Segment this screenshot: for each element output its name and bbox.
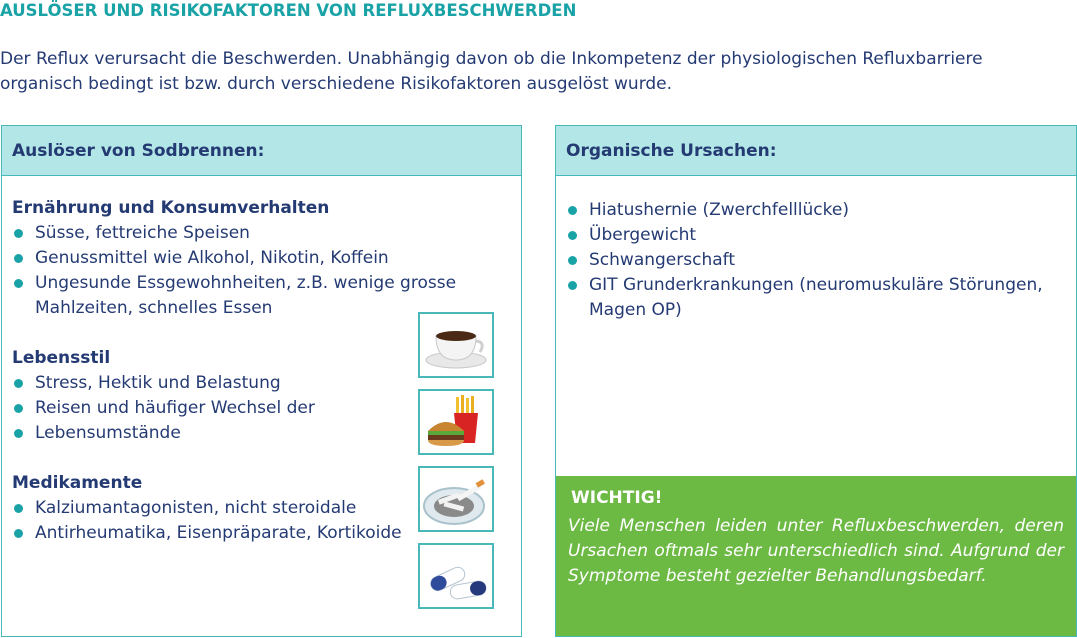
list-item: Süsse, fettreiche Speisen — [12, 221, 457, 246]
list-item: Genussmittel wie Alkohol, Nikotin, Koffein — [12, 246, 457, 271]
section-title-lifestyle: Lebensstil — [12, 348, 111, 368]
section-title-nutrition: Ernährung und Konsumverhalten — [12, 198, 330, 218]
important-note — [556, 476, 1076, 636]
page-heading: AUSLÖSER UND RISIKOFAKTOREN VON REFLUXBESCHWERDEN — [0, 1, 577, 20]
nutrition-list — [12, 221, 457, 321]
important-title: WICHTIG! — [571, 488, 663, 508]
medication-list — [12, 496, 412, 546]
organic-causes-box — [555, 125, 1077, 637]
organic-causes-list — [566, 198, 1046, 323]
triggers-box-title: Auslöser von Sodbrennen: — [2, 126, 521, 176]
coffee-cup-icon — [418, 312, 494, 378]
list-item: Antirheumatika, Eisenpräparate, Kortikoide — [12, 521, 412, 546]
list-item: GIT Grunderkrankungen (neuromuskuläre Störungen, Magen OP) — [566, 273, 1046, 323]
important-text: Viele Menschen leiden unter Refluxbeschwerden, deren Ursachen oftmals sehr unterschiedlich sind. Aufgrund der Symptome besteht gezielter Behandlungsbedarf. — [568, 516, 1064, 586]
list-item: Hiatushernie (Zwerchfelllücke) — [566, 198, 1046, 223]
organic-causes-box-title: Organische Ursachen: — [556, 126, 1076, 176]
list-item: Übergewicht — [566, 223, 1046, 248]
pills-icon — [418, 543, 494, 609]
triggers-box — [1, 125, 522, 637]
list-item: Reisen und häufiger Wechsel der — [12, 396, 412, 421]
list-item: Stress, Hektik und Belastung — [12, 371, 412, 396]
ashtray-cigarettes-icon — [418, 466, 494, 532]
section-title-medication: Medikamente — [12, 473, 143, 493]
lifestyle-list — [12, 371, 412, 446]
intro-paragraph: Der Reflux verursacht die Beschwerden. Unabhängig davon ob die Inkompetenz der physiologischen Refluxbarriere organisch bedingt ist bzw. durch verschiedene Risikofaktoren ausgelöst wurde. — [0, 49, 983, 94]
list-item: Lebensumstände — [12, 421, 412, 446]
burger-fries-icon — [418, 389, 494, 455]
list-item: Ungesunde Essgewohnheiten, z.B. wenige grosse Mahlzeiten, schnelles Essen — [12, 271, 457, 321]
list-item: Schwangerschaft — [566, 248, 1046, 273]
list-item: Kalziumantagonisten, nicht steroidale — [12, 496, 412, 521]
